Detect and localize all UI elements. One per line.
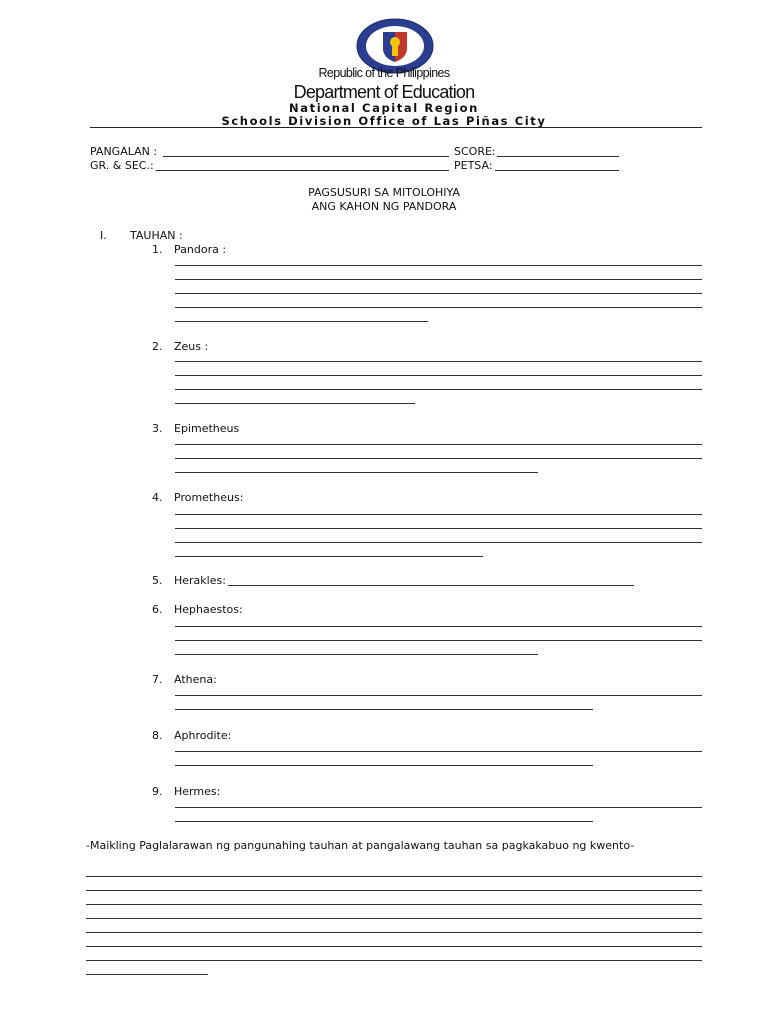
answer-line[interactable]: [175, 389, 702, 390]
description-instruction: -Maikling Paglalarawan ng pangunahing tauhan at pangalawang tauhan sa pagkakabuo ng kwento-: [86, 839, 635, 852]
section-label: TAUHAN :: [130, 229, 183, 242]
department-heading: Department of Education: [293, 82, 475, 102]
gr-sec-label: GR. & SEC.:: [90, 159, 154, 172]
answer-line[interactable]: [175, 403, 415, 404]
answer-line[interactable]: [175, 556, 483, 557]
answer-line[interactable]: [175, 821, 593, 822]
description-line[interactable]: [86, 918, 702, 919]
answer-line[interactable]: [175, 709, 593, 710]
score-field[interactable]: [497, 156, 619, 157]
item-label-pandora: Pandora :: [174, 243, 227, 256]
division-heading: Schools Division Office of Las Piñas City: [221, 114, 547, 128]
answer-line[interactable]: [175, 514, 702, 515]
item-number: 5.: [152, 574, 163, 587]
item-label-hephaestos: Hephaestos:: [174, 603, 243, 616]
answer-line[interactable]: [175, 265, 702, 266]
description-line[interactable]: [86, 890, 702, 891]
item-label-hermes: Hermes:: [174, 785, 221, 798]
answer-line[interactable]: [175, 279, 702, 280]
item-number: 1.: [152, 243, 163, 256]
item-label-herakles: Herakles:: [174, 574, 226, 587]
answer-line[interactable]: [175, 458, 702, 459]
region-heading: National Capital Region: [289, 101, 479, 115]
answer-line[interactable]: [175, 321, 428, 322]
worksheet-title: PAGSUSURI SA MITOLOHIYA: [308, 186, 460, 199]
answer-line[interactable]: [175, 626, 702, 627]
answer-line[interactable]: [175, 375, 702, 376]
answer-line[interactable]: [175, 695, 702, 696]
republic-heading: Republic of the Philippines: [318, 66, 450, 80]
answer-line[interactable]: [175, 640, 702, 641]
pangalan-field[interactable]: [163, 156, 449, 157]
item-number: 4.: [152, 491, 163, 504]
item-label-epimetheus: Epimetheus: [174, 422, 240, 435]
gr-sec-field[interactable]: [156, 170, 449, 171]
item-number: 8.: [152, 729, 163, 742]
header-divider: [90, 127, 702, 128]
item-number: 7.: [152, 673, 163, 686]
answer-line[interactable]: [175, 542, 702, 543]
answer-line[interactable]: [228, 585, 634, 586]
item-label-athena: Athena:: [174, 673, 217, 686]
answer-line[interactable]: [175, 293, 702, 294]
petsa-field[interactable]: [495, 170, 619, 171]
answer-line[interactable]: [175, 361, 702, 362]
description-line[interactable]: [86, 960, 702, 961]
description-line[interactable]: [86, 904, 702, 905]
item-number: 2.: [152, 340, 163, 353]
item-number: 9.: [152, 785, 163, 798]
description-line[interactable]: [86, 974, 208, 975]
answer-line[interactable]: [175, 472, 538, 473]
description-line[interactable]: [86, 932, 702, 933]
description-line[interactable]: [86, 876, 702, 877]
score-label: SCORE:: [454, 145, 496, 158]
item-label-aphrodite: Aphrodite:: [174, 729, 232, 742]
description-line[interactable]: [86, 946, 702, 947]
petsa-label: PETSA:: [454, 159, 493, 172]
item-number: 3.: [152, 422, 163, 435]
item-number: 6.: [152, 603, 163, 616]
pangalan-label: PANGALAN :: [90, 145, 158, 158]
item-label-prometheus: Prometheus:: [174, 491, 244, 504]
worksheet-subtitle: ANG KAHON NG PANDORA: [311, 200, 457, 213]
answer-line[interactable]: [175, 307, 702, 308]
answer-line[interactable]: [175, 765, 593, 766]
answer-line[interactable]: [175, 654, 538, 655]
section-numeral: I.: [100, 229, 107, 242]
answer-line[interactable]: [175, 444, 702, 445]
answer-line[interactable]: [175, 751, 702, 752]
item-label-zeus: Zeus :: [174, 340, 209, 353]
answer-line[interactable]: [175, 807, 702, 808]
answer-line[interactable]: [175, 528, 702, 529]
